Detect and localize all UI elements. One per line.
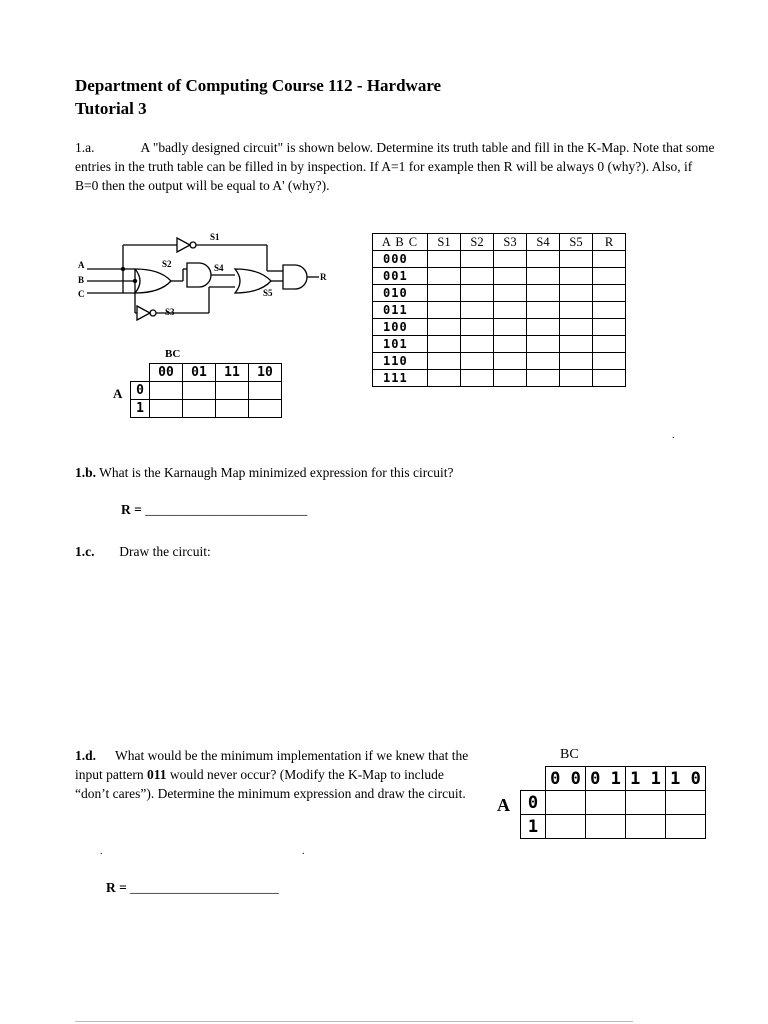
truth-table-header: S3	[494, 234, 527, 251]
truth-table-input: 001	[373, 268, 428, 285]
truth-table-cell[interactable]	[527, 370, 560, 387]
kmap-corner	[521, 767, 546, 791]
truth-table-cell[interactable]	[461, 353, 494, 370]
truth-table-cell[interactable]	[494, 353, 527, 370]
truth-table-cell[interactable]	[461, 268, 494, 285]
truth-table-cell[interactable]	[527, 268, 560, 285]
input-label-b: B	[78, 275, 85, 285]
truth-table-cell[interactable]	[428, 302, 461, 319]
truth-table-cell[interactable]	[527, 319, 560, 336]
kmap-corner	[131, 364, 150, 382]
stray-dot: .	[100, 846, 103, 857]
table-row	[373, 353, 626, 370]
truth-table-cell[interactable]	[560, 370, 593, 387]
truth-table-cell[interactable]	[494, 319, 527, 336]
kmap-col-header: 00	[150, 364, 183, 382]
page-title	[75, 74, 441, 120]
question-1b-label: 1.b.	[75, 465, 97, 480]
truth-table-cell[interactable]	[560, 302, 593, 319]
kmap-row-header: 1	[131, 400, 150, 418]
truth-table-input: 100	[373, 319, 428, 336]
kmap-cell[interactable]	[586, 791, 626, 815]
kmap-col-header: 10	[249, 364, 282, 382]
table-row	[373, 285, 626, 302]
question-1c-text: Draw the circuit:	[119, 544, 211, 559]
signal-label-s3: S3	[165, 307, 175, 317]
truth-table-cell[interactable]	[593, 370, 626, 387]
truth-table-header: S2	[461, 234, 494, 251]
kmap-col-header: 1 1	[626, 767, 666, 791]
truth-table-header: S4	[527, 234, 560, 251]
answer-1d-label: R =	[106, 880, 127, 895]
signal-label-s2: S2	[162, 259, 172, 269]
truth-table-cell[interactable]	[461, 319, 494, 336]
kmap-cell[interactable]	[150, 382, 183, 400]
input-label-c: C	[78, 289, 85, 299]
kmap-cell[interactable]	[249, 400, 282, 418]
answer-1d	[106, 880, 279, 896]
title-line-2: Tutorial 3	[75, 99, 147, 118]
question-1d-label: 1.d.	[75, 748, 97, 763]
truth-table-cell[interactable]	[560, 336, 593, 353]
truth-table-cell[interactable]	[560, 268, 593, 285]
kmap-large-header-row	[521, 767, 706, 791]
truth-table-cell[interactable]	[560, 251, 593, 268]
truth-table-cell[interactable]	[461, 302, 494, 319]
signal-label-s4: S4	[214, 263, 224, 273]
truth-table-cell[interactable]	[461, 285, 494, 302]
truth-table-cell[interactable]	[428, 268, 461, 285]
kmap-cell[interactable]	[249, 382, 282, 400]
truth-table-input: 000	[373, 251, 428, 268]
truth-table-cell[interactable]	[527, 336, 560, 353]
truth-table-input: 110	[373, 353, 428, 370]
truth-table-input: 010	[373, 285, 428, 302]
truth-table-cell[interactable]	[593, 302, 626, 319]
question-1a	[75, 138, 715, 195]
truth-table-cell[interactable]	[494, 336, 527, 353]
kmap-col-header: 0 1	[586, 767, 626, 791]
truth-table-cell[interactable]	[593, 285, 626, 302]
footer-divider	[75, 1021, 633, 1022]
table-row	[373, 302, 626, 319]
question-1d	[75, 746, 475, 803]
question-1c	[75, 542, 211, 561]
question-1a-label: 1.a.	[75, 140, 95, 155]
truth-table-cell[interactable]	[527, 285, 560, 302]
truth-table-cell[interactable]	[560, 285, 593, 302]
answer-1b-label: R =	[121, 502, 142, 517]
truth-table-cell[interactable]	[461, 370, 494, 387]
question-1b-text: What is the Karnaugh Map minimized expression for this circuit?	[99, 465, 454, 480]
kmap-cell[interactable]	[150, 400, 183, 418]
truth-table-cell[interactable]	[428, 353, 461, 370]
truth-table-cell[interactable]	[593, 353, 626, 370]
table-row	[373, 251, 626, 268]
question-1d-text-after: would never occur? (Modify the K-Map to include “don’t cares”). Determine the minimum expression and draw the circuit.	[75, 767, 466, 801]
truth-table-cell[interactable]	[527, 251, 560, 268]
kmap-col-header: 11	[216, 364, 249, 382]
truth-table-cell[interactable]	[494, 370, 527, 387]
truth-table-cell[interactable]	[593, 319, 626, 336]
truth-table-cell[interactable]	[428, 285, 461, 302]
stray-dot: .	[672, 430, 675, 441]
kmap-small	[130, 363, 282, 418]
table-row	[521, 791, 706, 815]
kmap-cell[interactable]	[183, 400, 216, 418]
table-row	[131, 400, 282, 418]
kmap-small-col-var: BC	[165, 348, 181, 360]
truth-table-cell[interactable]	[494, 285, 527, 302]
kmap-col-header: 01	[183, 364, 216, 382]
truth-table-cell[interactable]	[494, 251, 527, 268]
question-1d-pattern: 011	[146, 767, 167, 782]
output-label-r: R	[320, 272, 327, 282]
kmap-cell[interactable]	[586, 815, 626, 839]
signal-label-s5: S5	[263, 288, 273, 298]
answer-1b-blank[interactable]: ________________________	[145, 502, 308, 517]
table-row	[373, 336, 626, 353]
truth-table-header: S5	[560, 234, 593, 251]
truth-table-cell[interactable]	[494, 268, 527, 285]
kmap-cell[interactable]	[626, 791, 666, 815]
input-label-a: A	[78, 260, 85, 270]
kmap-cell[interactable]	[626, 815, 666, 839]
truth-table-cell[interactable]	[461, 251, 494, 268]
question-1c-label: 1.c.	[75, 544, 95, 559]
table-row	[373, 370, 626, 387]
truth-table-cell[interactable]	[494, 302, 527, 319]
truth-table-header-row	[373, 234, 626, 251]
truth-table-input: 101	[373, 336, 428, 353]
kmap-row-header: 0	[521, 791, 546, 815]
answer-1b	[121, 502, 307, 518]
truth-table-cell[interactable]	[428, 251, 461, 268]
truth-table-cell[interactable]	[461, 336, 494, 353]
kmap-large	[520, 766, 706, 839]
truth-table-cell[interactable]	[428, 370, 461, 387]
stray-dot: .	[302, 846, 305, 857]
truth-table-cell[interactable]	[527, 353, 560, 370]
truth-table-cell[interactable]	[527, 302, 560, 319]
kmap-large-row-var: A	[497, 795, 510, 815]
kmap-cell[interactable]	[546, 791, 586, 815]
circuit-diagram	[75, 225, 350, 335]
kmap-cell[interactable]	[546, 815, 586, 839]
truth-table-header: A B C	[373, 234, 428, 251]
truth-table	[372, 233, 626, 387]
truth-table-input: 111	[373, 370, 428, 387]
kmap-col-header: 0 0	[546, 767, 586, 791]
truth-table-cell[interactable]	[428, 336, 461, 353]
kmap-small-header-row	[131, 364, 282, 382]
truth-table-cell[interactable]	[428, 319, 461, 336]
truth-table-header: S1	[428, 234, 461, 251]
truth-table-input: 011	[373, 302, 428, 319]
kmap-cell[interactable]	[216, 400, 249, 418]
kmap-cell[interactable]	[666, 791, 706, 815]
kmap-cell[interactable]	[183, 382, 216, 400]
truth-table-header: R	[593, 234, 626, 251]
kmap-row-header: 0	[131, 382, 150, 400]
title-line-1: Department of Computing Course 112 - Hardware	[75, 76, 442, 95]
answer-1d-blank[interactable]: ______________________	[130, 880, 279, 895]
question-1d-text-before: What would be the minimum implementation if we knew that the input pattern	[75, 748, 469, 782]
truth-table-cell[interactable]	[560, 319, 593, 336]
table-row	[521, 815, 706, 839]
question-1a-text: A "badly designed circuit" is shown below. Determine its truth table and fill in the K-Map. Note that some entries in the truth table can be filled in by inspection. If A=1 for example then R will be always 0 (why?). Also, if B=0 then the output will be equal to A' (why?).	[75, 140, 715, 193]
question-1b	[75, 463, 453, 482]
truth-table-cell[interactable]	[593, 268, 626, 285]
kmap-cell[interactable]	[666, 815, 706, 839]
table-row	[373, 268, 626, 285]
truth-table-cell[interactable]	[560, 353, 593, 370]
truth-table-cell[interactable]	[593, 336, 626, 353]
table-row	[373, 319, 626, 336]
kmap-col-header: 1 0	[666, 767, 706, 791]
signal-label-s1: S1	[210, 232, 220, 242]
kmap-large-col-var: BC	[560, 747, 579, 762]
kmap-small-row-var: A	[113, 386, 123, 401]
kmap-row-header: 1	[521, 815, 546, 839]
truth-table-cell[interactable]	[593, 251, 626, 268]
table-row	[131, 382, 282, 400]
kmap-cell[interactable]	[216, 382, 249, 400]
